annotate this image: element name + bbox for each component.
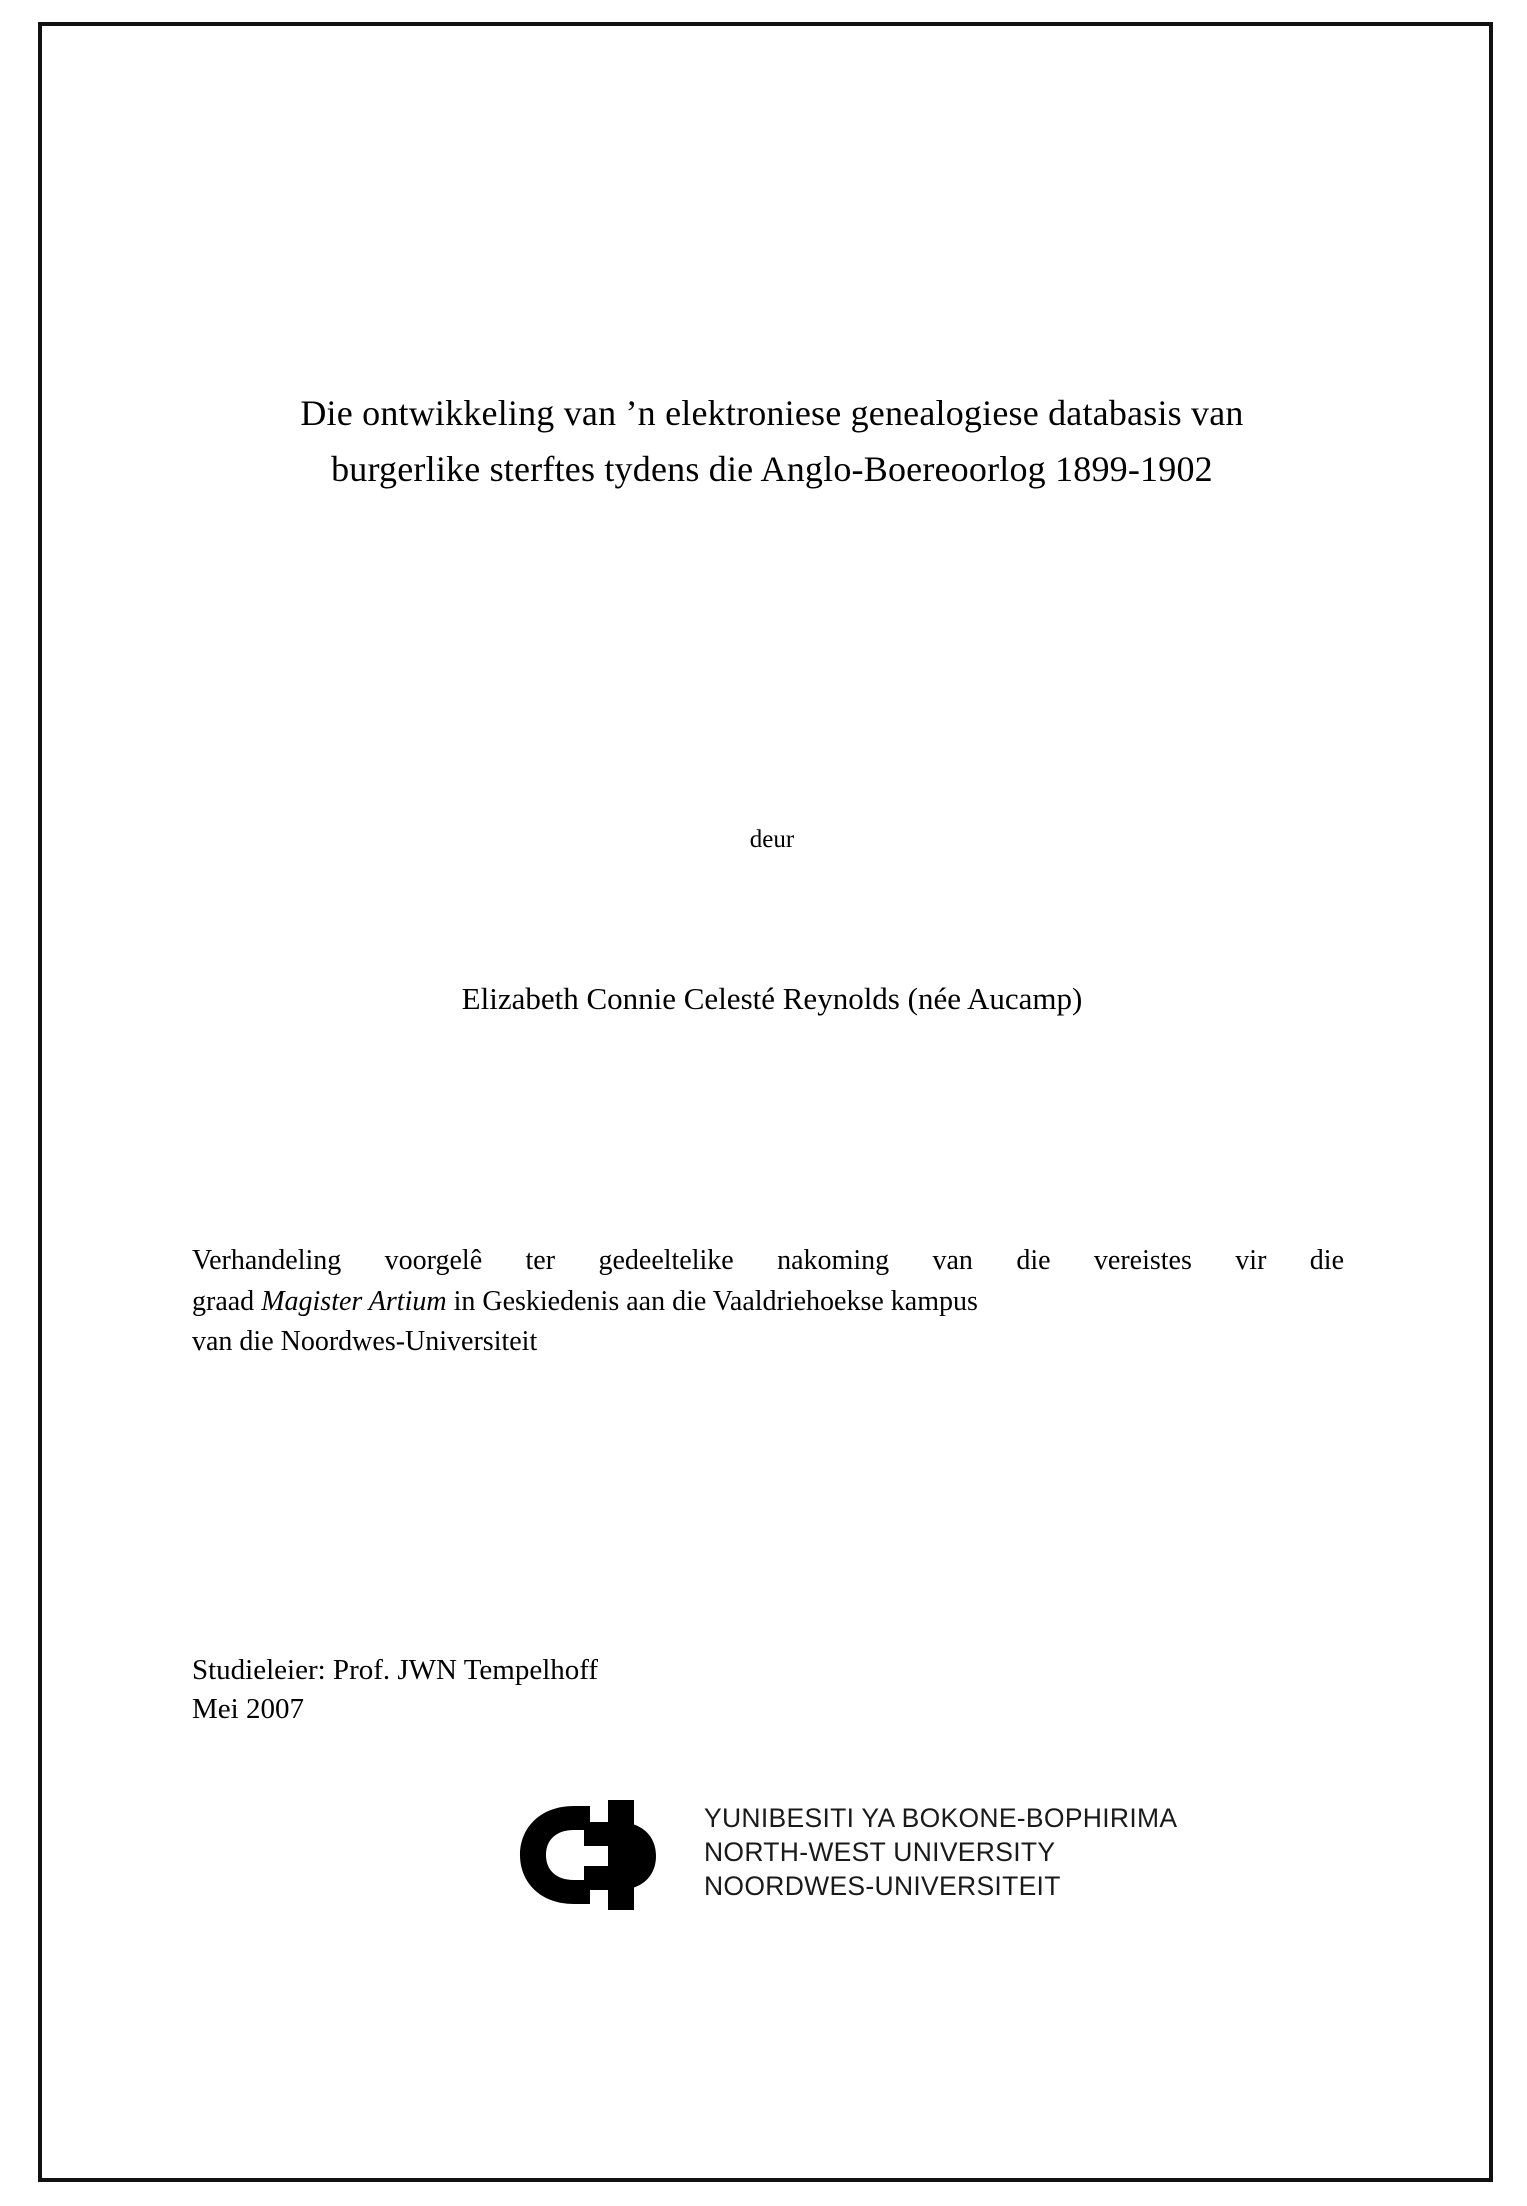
north-west-university-logo-icon [512, 1800, 697, 1910]
degree-statement-line-1: Verhandeling voorgelê ter gedeeltelike nakoming van die vereistes vir die [192, 1245, 1344, 1276]
date-line: Mei 2007 [192, 1693, 304, 1726]
degree-name-italic: Magister Artium [261, 1285, 447, 1317]
page-border-frame [38, 22, 1493, 2182]
degree-statement-line-2 [192, 1282, 1344, 1323]
logo-text-line-3: NOORDWES-UNIVERSITEIT [704, 1870, 1061, 1901]
university-logo-text [704, 1802, 1177, 1904]
title-line-1: Die ontwikkeling van ’n elektroniese genealogiese databasis van [300, 393, 1244, 433]
degree-statement-line-3: van die Noordwes-Universiteit [192, 1326, 538, 1358]
logo-text-line-1: YUNIBESITI YA BOKONE-BOPHIRIMA [704, 1803, 1178, 1833]
university-logo [512, 1796, 1178, 1916]
degree-statement [192, 1241, 1344, 1363]
title-page-content [192, 26, 1352, 2178]
title-line-2: burgerlike sterftes tydens die Anglo-Boereoorlog 1899-1902 [331, 448, 1213, 489]
author-name: Elizabeth Connie Celesté Reynolds (née Aucamp) [461, 981, 1083, 1016]
thesis-title [192, 386, 1352, 498]
degree-statement-line-2-post: in Geskiedenis aan die Vaaldriehoekse kampus [446, 1285, 978, 1317]
by-label: deur [749, 826, 795, 853]
supervisor-line: Studieleier: Prof. JWN Tempelhoff [192, 1654, 599, 1686]
logo-text-line-2: NORTH-WEST UNIVERSITY [704, 1836, 1056, 1867]
supervisor-and-date [192, 1651, 598, 1729]
degree-statement-line-2-pre: graad [192, 1285, 262, 1317]
